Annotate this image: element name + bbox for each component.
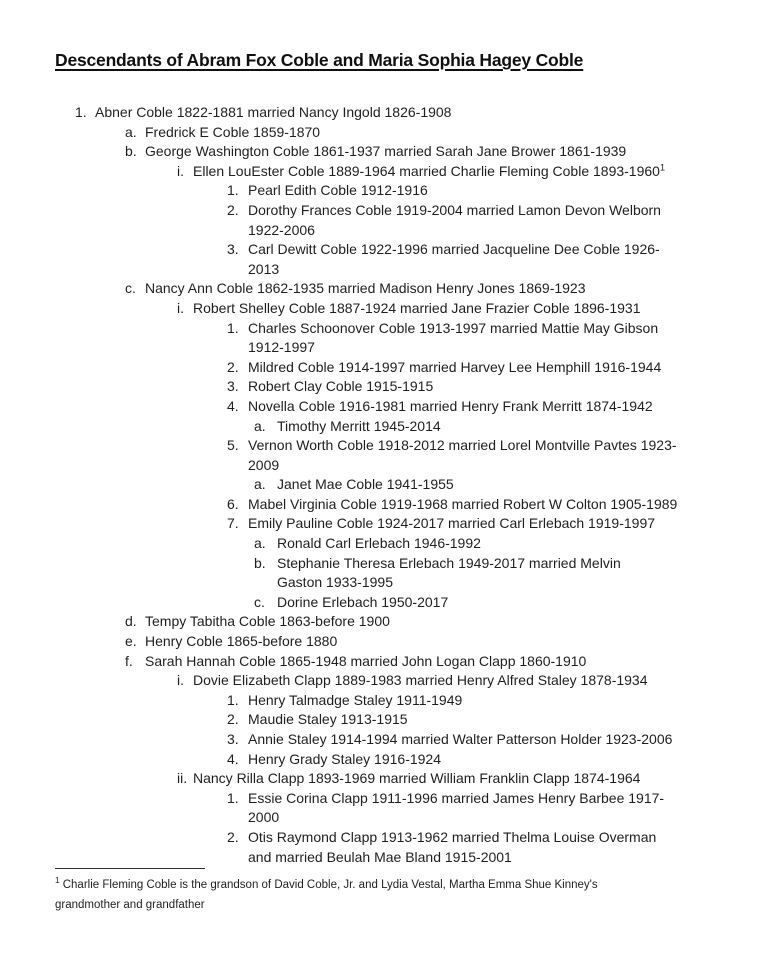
outline-item <box>55 201 745 240</box>
outline-item <box>55 652 745 672</box>
list-text: Henry Grady Staley 1916-1924 <box>248 750 441 767</box>
list-text: Tempy Tabitha Coble 1863-before 1900 <box>145 613 390 630</box>
footnote-marker: 1 <box>55 875 60 886</box>
outline-item <box>55 730 745 750</box>
outline-item <box>55 495 745 515</box>
list-text: Timothy Merritt 1945-2014 <box>277 417 441 434</box>
list-text: Robert Shelley Coble 1887-1924 married Jane Frazier Coble 1896-1931 <box>193 299 641 316</box>
outline-item <box>55 240 745 279</box>
outline-item <box>55 358 745 378</box>
list-marker: b. <box>125 143 137 160</box>
outline-item <box>55 612 745 632</box>
list-text: Abner Coble 1822-1881 married Nancy Ingold 1826-1908 <box>95 104 452 120</box>
outline-item <box>55 181 745 201</box>
outline-item <box>55 691 745 711</box>
outline-item <box>55 514 745 534</box>
list-text: Mabel Virginia Coble 1919-1968 married Robert W Colton 1905-1989 <box>248 495 678 512</box>
list-marker: f. <box>125 652 133 669</box>
footnote-reference: 1 <box>659 162 665 173</box>
outline-item <box>55 750 745 770</box>
list-marker: 4. <box>227 750 239 767</box>
list-text: Maudie Staley 1913-1915 <box>248 711 408 728</box>
list-text: Henry Coble 1865-before 1880 <box>145 633 338 650</box>
list-marker: 2. <box>227 358 239 375</box>
list-text: Dovie Elizabeth Clapp 1889-1983 married Henry Alfred Staley 1878-1934 <box>193 672 648 689</box>
list-marker: a. <box>254 417 266 434</box>
descendants-outline <box>55 103 745 867</box>
footnote-text: Charlie Fleming Coble is the grandson of David Coble, Jr. and Lydia Vestal, Martha Emma Shue Kinney's grandmother and grandfather <box>55 879 598 912</box>
list-marker: 1. <box>227 319 239 336</box>
footnote <box>55 875 745 915</box>
list-marker: a. <box>125 123 137 140</box>
list-marker: a. <box>254 476 266 493</box>
list-marker: 1. <box>227 691 239 708</box>
list-text: Carl Dewitt Coble 1922-1996 married Jacqueline Dee Coble 1926- 2013 <box>248 241 660 277</box>
list-marker: ii. <box>177 770 188 787</box>
list-marker: 3. <box>227 731 239 747</box>
outline-item <box>55 671 745 691</box>
outline-item <box>55 279 745 299</box>
list-text: Dorothy Frances Coble 1919-2004 married Lamon Devon Welborn 1922-2006 <box>248 201 661 238</box>
list-marker: 5. <box>227 437 239 454</box>
outline-item <box>55 769 745 789</box>
list-text: George Washington Coble 1861-1937 married Sarah Jane Brower 1861-1939 <box>145 143 627 160</box>
list-text: Ellen LouEster Coble 1889-1964 married Charlie Fleming Coble 1893-1960$^1$ <box>193 162 665 179</box>
list-text: Robert Clay Coble 1915-1915 <box>248 378 434 395</box>
outline-item <box>55 377 745 397</box>
list-text: Novella Coble 1916-1981 married Henry Frank Merritt 1874-1942 <box>248 397 653 414</box>
list-marker: 2. <box>227 711 239 728</box>
list-text: Nancy Rilla Clapp 1893-1969 married William Franklin Clapp 1874-1964 <box>193 770 641 787</box>
list-marker: 6. <box>227 495 239 512</box>
list-text: Otis Raymond Clapp 1913-1962 married Thelma Louise Overman and married Beulah Mae Bland 1915-2001 <box>248 828 657 865</box>
outline-item <box>55 436 745 475</box>
list-marker: i. <box>177 299 184 316</box>
outline-item <box>55 710 745 730</box>
list-text: Charles Schoonover Coble 1913-1997 married Mattie May Gibson 1912-1997 <box>248 319 659 356</box>
list-text: Emily Pauline Coble 1924-2017 married Carl Erlebach 1919-1997 <box>248 515 656 532</box>
list-text: Annie Staley 1914-1994 married Walter Patterson Holder 1923-2006 <box>248 731 673 747</box>
list-marker: 7. <box>227 515 239 532</box>
list-marker: 4. <box>227 397 239 414</box>
outline-item <box>55 397 745 417</box>
list-text: Essie Corina Clapp 1911-1996 married James Henry Barbee 1917- 2000 <box>248 789 665 826</box>
outline-item <box>55 828 745 867</box>
list-text: Mildred Coble 1914-1997 married Harvey Lee Hemphill 1916-1944 <box>248 358 662 375</box>
list-text: Nancy Ann Coble 1862-1935 married Madison Henry Jones 1869-1923 <box>145 280 586 297</box>
list-text: Pearl Edith Coble 1912-1916 <box>248 182 428 199</box>
outline-item <box>55 417 745 437</box>
list-text: Henry Talmadge Staley 1911-1949 <box>248 691 463 708</box>
list-marker: e. <box>125 633 137 650</box>
outline-item <box>55 475 745 495</box>
page-title: Descendants of Abram Fox Coble and Maria Sophia Hagey Coble <box>55 50 584 70</box>
list-marker: 1. <box>227 182 239 199</box>
outline-item <box>55 123 745 143</box>
list-marker: i. <box>177 672 184 689</box>
list-text: Vernon Worth Coble 1918-2012 married Lorel Montville Pavtes 1923- 2009 <box>248 437 677 473</box>
list-marker: c. <box>254 593 265 610</box>
list-marker: a. <box>254 535 266 552</box>
outline-item <box>55 593 745 613</box>
outline-item <box>55 142 745 162</box>
outline-item <box>55 103 745 123</box>
list-text: Janet Mae Coble 1941-1955 <box>277 476 454 493</box>
list-text: Dorine Erlebach 1950-2017 <box>277 593 449 610</box>
list-marker: 3. <box>227 378 239 395</box>
list-marker: i. <box>177 162 184 179</box>
list-marker: 2. <box>227 828 239 845</box>
outline-item <box>55 789 745 828</box>
list-marker: 1. <box>75 104 87 120</box>
list-marker: 1. <box>227 789 239 806</box>
outline-item <box>55 299 745 319</box>
list-text: Fredrick E Coble 1859-1870 <box>145 123 321 140</box>
outline-item <box>55 534 745 554</box>
list-text: Ronald Carl Erlebach 1946-1992 <box>277 535 481 552</box>
outline-item <box>55 162 745 182</box>
footnote-divider <box>55 868 205 869</box>
list-text: Sarah Hannah Coble 1865-1948 married John Logan Clapp 1860-1910 <box>145 652 587 669</box>
outline-item <box>55 554 745 593</box>
list-marker: 2. <box>227 201 239 218</box>
list-text: Stephanie Theresa Erlebach 1949-2017 married Melvin Gaston 1933-1995 <box>277 554 621 591</box>
list-marker: d. <box>125 613 137 630</box>
list-marker: 3. <box>227 241 239 258</box>
list-marker: c. <box>125 280 136 297</box>
outline-item <box>55 319 745 358</box>
list-marker: b. <box>254 554 266 571</box>
outline-item <box>55 632 745 652</box>
